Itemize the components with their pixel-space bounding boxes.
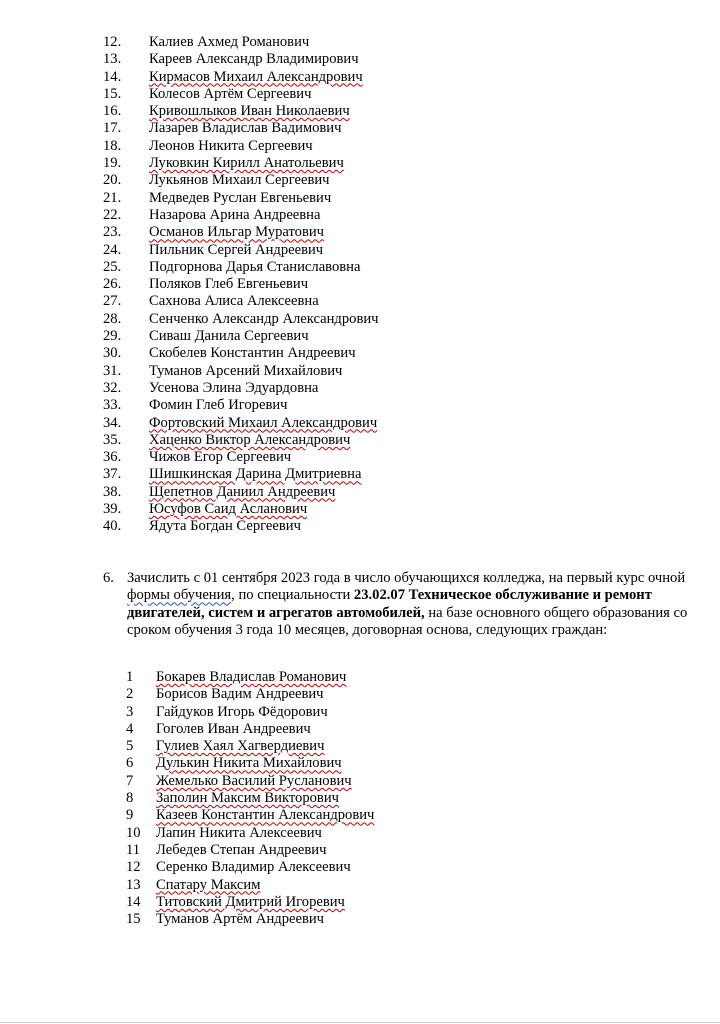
list-item: 18. Леонов Никита Сергеевич <box>103 137 313 154</box>
list-item: 6 Дулькин Никита Михайлович <box>126 755 342 772</box>
list-item: 14. Кирмасов Михаил Александрович <box>103 68 363 85</box>
list-item: 13. Кареев Александр Владимирович <box>103 51 359 68</box>
list-item: 33. Фомин Глеб Игоревич <box>103 397 288 414</box>
list-item: 4 Гоголев Иван Андреевич <box>126 720 311 737</box>
list-item: 36. Чижов Егор Сергеевич <box>103 449 292 466</box>
list-item: 37. Шишкинская Дарина Дмитриевна <box>103 466 362 483</box>
paragraph-number: 6. <box>103 570 114 586</box>
list-item: 28. Сенченко Александр Александрович <box>103 310 379 327</box>
list-item: 17. Лазарев Владислав Вадимович <box>103 120 342 137</box>
list-item: 3 Гайдуков Игорь Фёдорович <box>126 703 328 720</box>
student-list-new <box>126 669 374 928</box>
list-item: 26. Поляков Глеб Евгеньевич <box>103 276 309 293</box>
list-item: 10 Лапин Никита Алексеевич <box>126 824 322 841</box>
list-item: 5 Гулиев Хаял Хагвердиевич <box>126 738 325 755</box>
list-item: 27. Сахнова Алиса Алексеевна <box>103 293 319 310</box>
list-item: 39. Юсуфов Саид Асланович <box>103 501 308 518</box>
specialty-code: 23.02.07 Техническое обслуживание и ремонт двигателей, систем и агрегатов автомобилей, <box>127 587 652 621</box>
list-item: 22. Назарова Арина Андреевна <box>103 206 321 223</box>
list-item: 35. Хаценко Виктор Александрович <box>103 431 351 448</box>
list-item: 34. Фортовский Михаил Александрович <box>103 414 378 431</box>
list-item: 15 Туманов Артём Андреевич <box>126 911 324 928</box>
list-item: 13 Спатару Максим <box>126 876 261 893</box>
list-item: 19. Луковкин Кирилл Анатольевич <box>103 155 344 172</box>
list-item: 14 Титовский Дмитрий Игоревич <box>126 893 345 910</box>
list-item: 38. Щепетнов Даниил Андреевич <box>103 483 336 500</box>
list-item: 9 Казеев Константин Александрович <box>126 807 375 824</box>
student-list-continued <box>103 34 379 536</box>
paragraph-text: Зачислить с 01 сентября 2023 года в число обучающихся колледжа, на первый курс очной формы обучения, по специальности 23.02.07 Техническое обслуживание и ремонт двигателей, систем и агрегатов автомобилей, на базе основного общего образования со сроком обучения 3 года 10 месяцев, договорная основа, следующих граждан: <box>127 570 688 638</box>
list-item: 12 Серенко Владимир Алексеевич <box>126 859 351 876</box>
list-item: 15. Колесов Артём Сергеевич <box>103 85 312 102</box>
list-item: 23. Османов Ильгар Муратович <box>103 224 324 241</box>
list-item: 1 Бокарев Владислав Романович <box>126 669 347 685</box>
list-item: 24. Пильник Сергей Андреевич <box>103 241 324 258</box>
list-item: 29. Сиваш Данила Сергеевич <box>103 328 309 345</box>
list-item: 21. Медведев Руслан Евгеньевич <box>103 189 332 206</box>
list-item: 30. Скобелев Константин Андреевич <box>103 345 356 362</box>
list-item: 8 Заполин Максим Викторович <box>126 790 339 807</box>
list-item: 7 Жемелько Василий Русланович <box>126 772 352 789</box>
page-edge-divider <box>0 1022 720 1023</box>
list-item: 20. Лукьянов Михаил Сергеевич <box>103 172 330 189</box>
list-item: 32. Усенова Элина Эдуардовна <box>103 379 319 396</box>
list-item: 12. Калиев Ахмед Романович <box>103 34 310 50</box>
list-item: 16. Кривошлыков Иван Николаевич <box>103 103 350 120</box>
list-item: 25. Подгорнова Дарья Станиславовна <box>103 258 361 275</box>
list-item: 40. Ядута Богдан Сергеевич <box>103 518 301 535</box>
list-item: 2 Борисов Вадим Андреевич <box>126 686 324 703</box>
list-item: 11 Лебедев Степан Андреевич <box>126 841 327 858</box>
enrollment-paragraph <box>103 570 688 639</box>
list-item: 31. Туманов Арсений Михайлович <box>103 362 343 379</box>
